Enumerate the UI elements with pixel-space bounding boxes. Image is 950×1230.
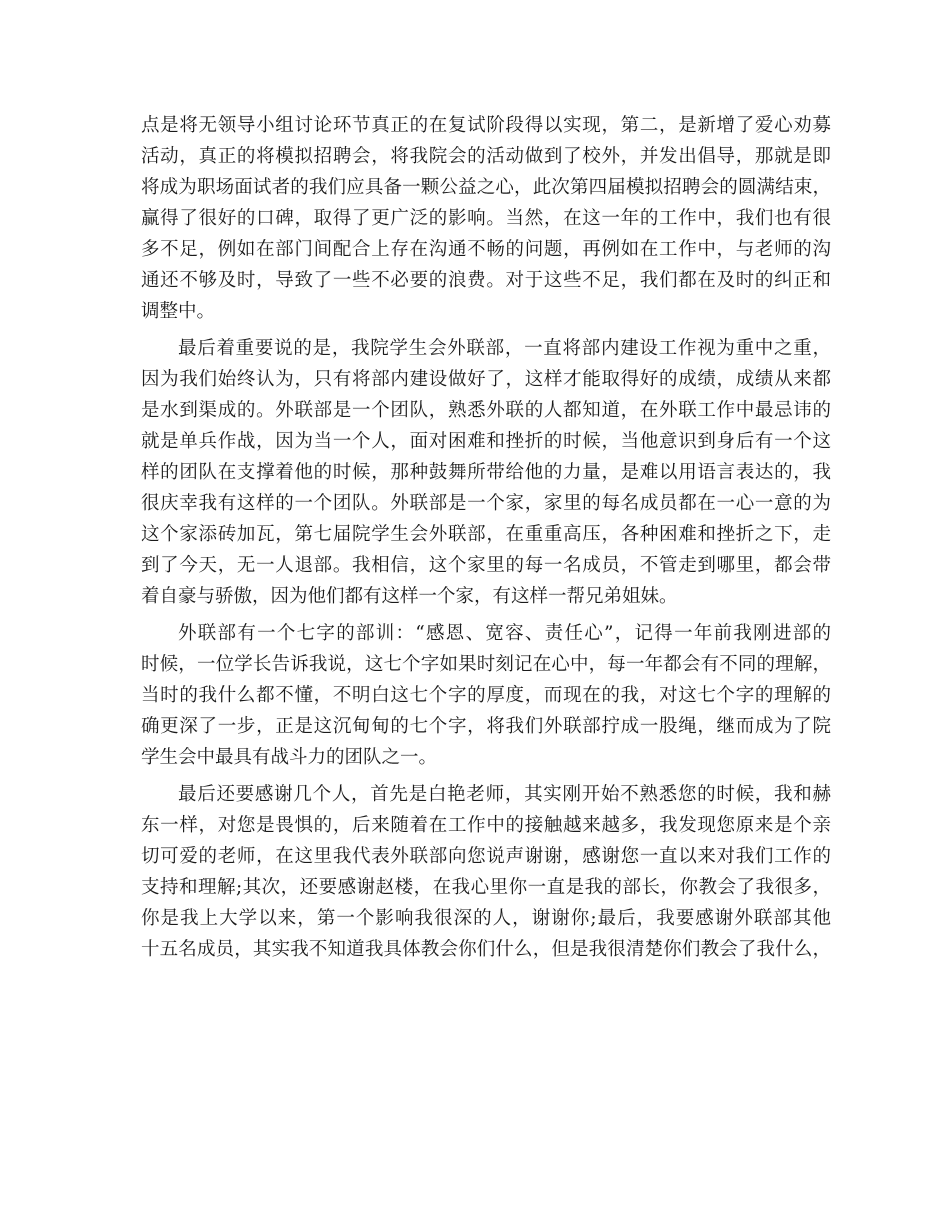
text-line: 是水到渠成的。外联部是一个团队，熟悉外联的人都知道，在外联工作中最忌讳的 <box>141 400 831 421</box>
text-line: 将成为职场面试者的我们应具备一颗公益之心，此次第四届模拟招聘会的圆满结束， <box>141 177 831 198</box>
text-line: 切可爱的老师，在这里我代表外联部向您说声谢谢，感谢您一直以来对我们工作的 <box>141 846 831 867</box>
text-line: 最后还要感谢几个人，首先是白艳老师，其实刚开始不熟悉您的时候，我和赫 <box>178 784 831 805</box>
text-line: 当时的我什么都不懂，不明白这七个字的厚度，而现在的我，对这七个字的理解的 <box>141 685 831 706</box>
text-line: 你是我上大学以来，第一个影响我很深的人，谢谢你;最后，我要感谢外联部其他 <box>141 908 831 929</box>
text-line: 因为我们始终认为，只有将部内建设做好了，这样才能取得好的成绩，成绩从来都 <box>141 369 831 390</box>
paragraph <box>141 779 831 965</box>
text-line: 着自豪与骄傲，因为他们都有这样一个家，有这样一帮兄弟姐妹。 <box>141 586 678 607</box>
text-line: 活动，真正的将模拟招聘会，将我院会的活动做到了校外，并发出倡导，那就是即 <box>141 146 831 167</box>
text-line: 多不足，例如在部门间配合上存在沟通不畅的问题，再例如在工作中，与老师的沟 <box>141 239 831 260</box>
text-line: 最后着重要说的是，我院学生会外联部，一直将部内建设工作视为重中之重， <box>178 338 831 359</box>
text-line: 时候，一位学长告诉我说，这七个字如果时刻记在心中，每一年都会有不同的理解， <box>141 654 831 675</box>
text-line: 就是单兵作战，因为当一个人，面对困难和挫折的时候，当他意识到身后有一个这 <box>141 431 831 452</box>
text-line: 外联部有一个七字的部训：“感恩、宽容、责任心”，记得一年前我刚进部的 <box>178 623 831 644</box>
text-line: 样的团队在支撑着他的时候，那种鼓舞所带给他的力量，是难以用语言表达的，我 <box>141 462 831 483</box>
text-line: 支持和理解;其次，还要感谢赵楼，在我心里你一直是我的部长，你教会了我很多， <box>141 877 831 898</box>
text-line: 调整中。 <box>141 301 216 322</box>
text-line: 确更深了一步，正是这沉甸甸的七个字，将我们外联部拧成一股绳，继而成为了院 <box>141 716 831 737</box>
paragraph <box>141 110 831 327</box>
text-line: 很庆幸我有这样的一个团队。外联部是一个家，家里的每名成员都在一心一意的为 <box>141 493 831 514</box>
text-line: 赢得了很好的口碑，取得了更广泛的影响。当然，在这一年的工作中，我们也有很 <box>141 208 831 229</box>
text-line: 东一样，对您是畏惧的，后来随着在工作中的接触越来越多，我发现您原来是个亲 <box>141 815 831 836</box>
paragraph <box>141 333 831 612</box>
text-line: 点是将无领导小组讨论环节真正的在复试阶段得以实现，第二，是新增了爱心劝募 <box>141 115 831 136</box>
text-line: 通还不够及时，导致了一些不必要的浪费。对于这些不足，我们都在及时的纠正和 <box>141 270 831 291</box>
text-line: 十五名成员，其实我不知道我具体教会你们什么，但是我很清楚你们教会了我什么， <box>141 939 831 960</box>
paragraph <box>141 618 831 773</box>
text-line: 到了今天，无一人退部。我相信，这个家里的每一名成员，不管走到哪里，都会带 <box>141 555 831 576</box>
text-line: 这个家添砖加瓦，第七届院学生会外联部，在重重高压，各种困难和挫折之下，走 <box>141 524 831 545</box>
document-body <box>141 110 831 971</box>
text-line: 学生会中最具有战斗力的团队之一。 <box>141 747 438 768</box>
